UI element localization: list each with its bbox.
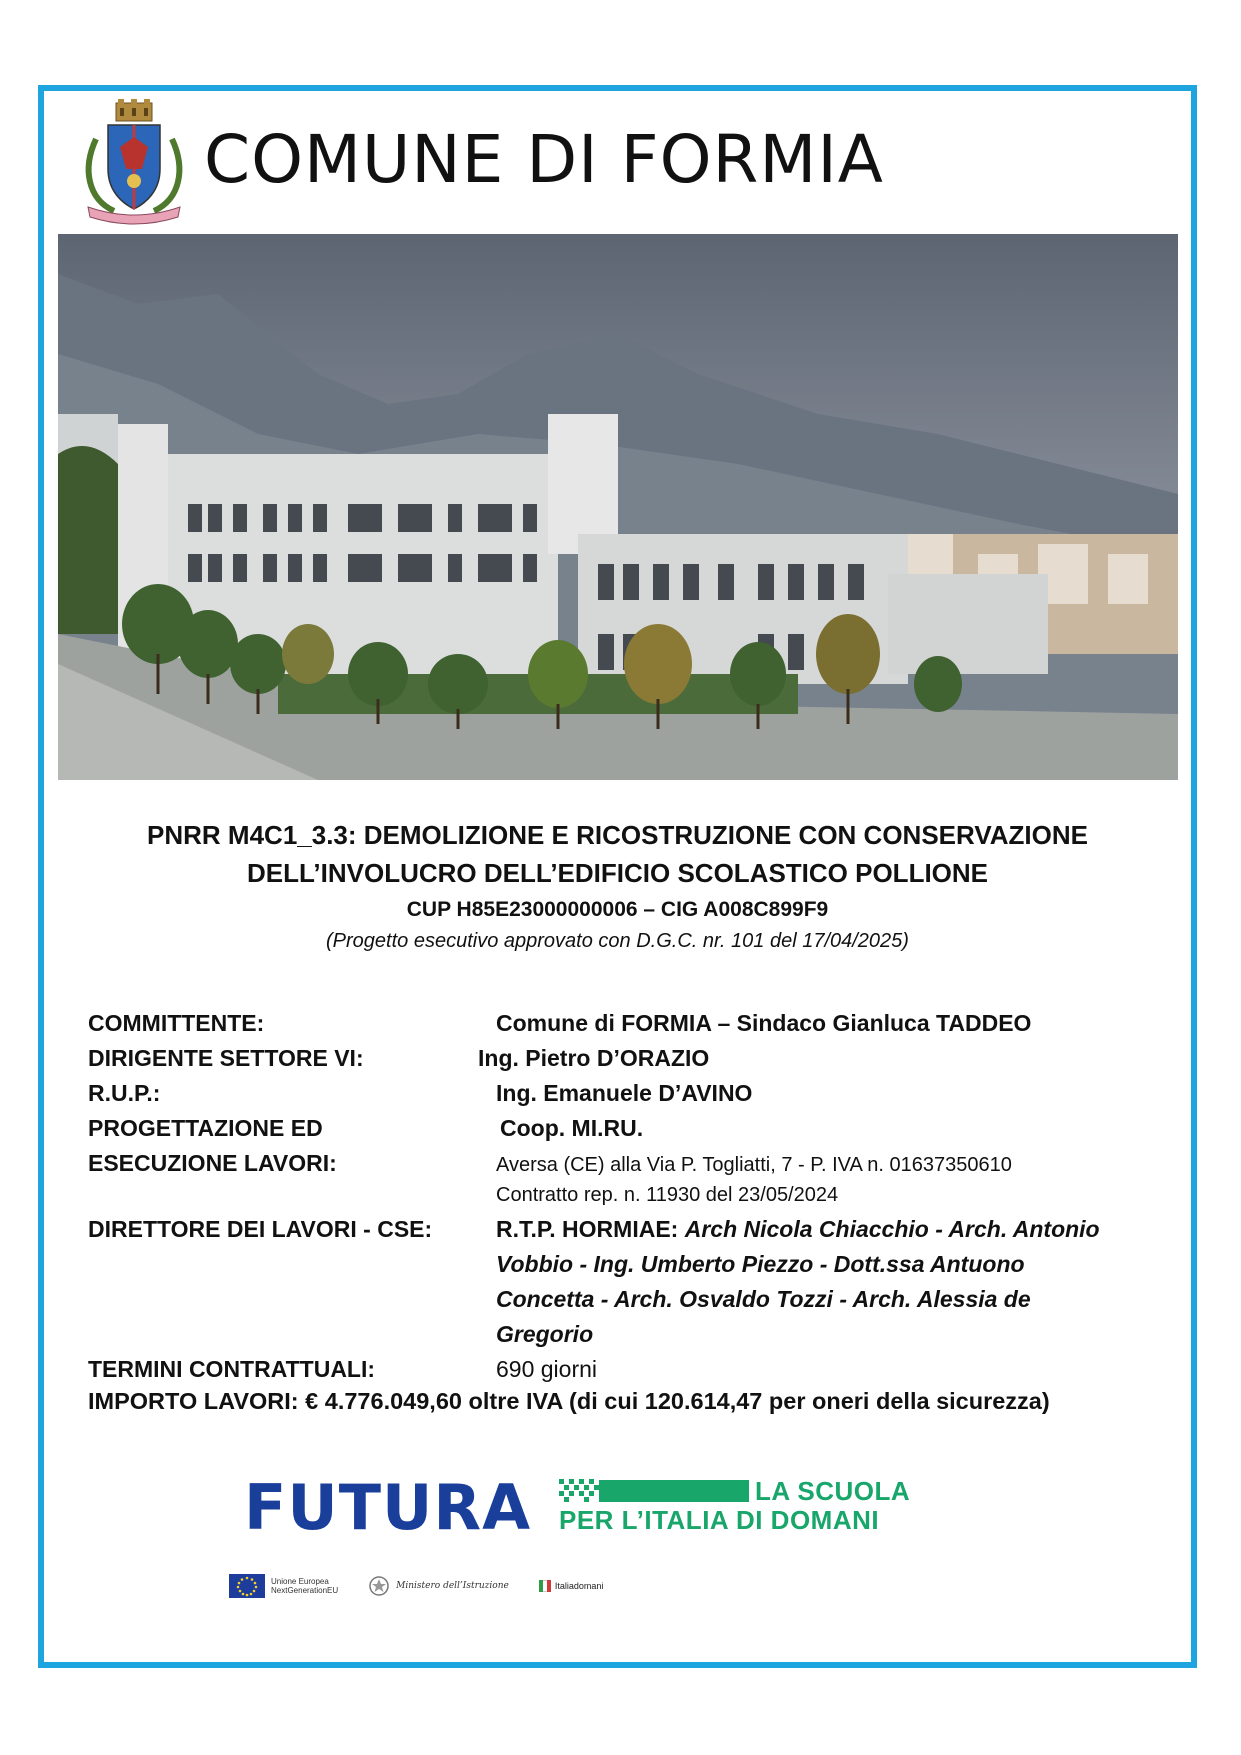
esecuzione-row: [88, 1146, 1168, 1212]
cup-cig: CUP H85E23000000006 – CIG A008C899F9: [406, 898, 829, 921]
project-title-line1: PNRR M4C1_3.3: DEMOLIZIONE E RICOSTRUZIONE CON CONSERVAZIONE: [147, 820, 1088, 850]
eu-logo: [229, 1574, 338, 1598]
termini-value: 690 giorni: [496, 1356, 598, 1382]
termini-label: TERMINI CONTRATTUALI:: [88, 1356, 376, 1382]
progettazione-value: Coop. MI.RU.: [500, 1115, 644, 1141]
rup-row: [88, 1076, 1168, 1111]
direttore-value: [496, 1212, 1168, 1352]
coat-of-arms-icon: [74, 99, 194, 229]
ministero-text: Ministero dell’Istruzione: [396, 1581, 509, 1591]
progettazione-row: [88, 1111, 1168, 1146]
esecuzione-address: Aversa (CE) alla Via P. Togliatti, 7 - P. IVA n. 01637350610: [496, 1154, 1012, 1176]
eu-line2: NextGenerationEU: [271, 1586, 339, 1595]
dirigente-row: [88, 1041, 1168, 1076]
progettazione-label: PROGETTAZIONE ED: [88, 1115, 323, 1141]
committente-label: COMMITTENTE:: [88, 1010, 265, 1036]
dirigente-value: Ing. Pietro D’ORAZIO: [478, 1045, 710, 1071]
importo-lavori: IMPORTO LAVORI: € 4.776.049,60 oltre IVA (di cui 120.614,47 per oneri della sicurezza): [88, 1388, 1050, 1414]
dirigente-label: DIRIGENTE SETTORE VI:: [88, 1045, 364, 1071]
ministero-logo: [368, 1574, 509, 1598]
direttore-names-l1: Arch Nicola Chiacchio - Arch. Antonio: [684, 1216, 1100, 1242]
project-titles: [44, 816, 1191, 956]
direttore-row: [88, 1212, 1168, 1352]
scuola-logo: [559, 1477, 929, 1536]
pixel-pattern-icon: [559, 1479, 599, 1503]
page-frame: [38, 85, 1197, 1668]
committente-row: [88, 1006, 1168, 1041]
approval-note: (Progetto esecutivo approvato con D.G.C. nr. 101 del 17/04/2025): [326, 930, 909, 952]
eu-flag-icon: [229, 1574, 265, 1598]
rup-label: R.U.P.:: [88, 1080, 161, 1106]
italiadomani-text: Italiadomani: [554, 1581, 604, 1591]
scuola-bar: [599, 1480, 749, 1502]
italiadomani-logo: [539, 1580, 604, 1592]
building-photo: [58, 234, 1178, 780]
direttore-names-l4: Gregorio: [496, 1321, 594, 1347]
esecuzione-label: ESECUZIONE LAVORI:: [88, 1150, 337, 1176]
direttore-label: DIRETTORE DEI LAVORI - CSE:: [88, 1216, 433, 1242]
italian-flag-icon: [539, 1580, 551, 1592]
esecuzione-contract: Contratto rep. n. 11930 del 23/05/2024: [496, 1184, 839, 1206]
project-details: [88, 1006, 1168, 1387]
italian-emblem-icon: [368, 1574, 390, 1598]
page-title: COMUNE DI FORMIA: [204, 121, 884, 198]
partner-logos: [229, 1571, 603, 1601]
eu-line1: Unione Europea: [271, 1577, 329, 1586]
committente-value: Comune di FORMIA – Sindaco Gianluca TADDEO: [496, 1010, 1032, 1036]
header: [44, 91, 1191, 241]
direttore-names-l3: Concetta - Arch. Osvaldo Tozzi - Arch. Alessia de: [496, 1286, 1031, 1312]
scuola-line1: LA SCUOLA: [755, 1475, 911, 1506]
termini-row: [88, 1352, 1168, 1387]
funding-logos: [44, 1471, 1191, 1631]
project-title-line2: DELL’INVOLUCRO DELL’EDIFICIO SCOLASTICO POLLIONE: [246, 858, 989, 888]
direttore-names-l2: Vobbio - Ing. Umberto Piezzo - Dott.ssa Antuono: [496, 1251, 1025, 1277]
scuola-line2: PER L’ITALIA DI DOMANI: [559, 1505, 880, 1535]
rup-value: Ing. Emanuele D’AVINO: [496, 1080, 753, 1106]
futura-logo: FUTURA: [244, 1471, 532, 1544]
direttore-prefix: R.T.P. HORMIAE:: [496, 1216, 685, 1242]
